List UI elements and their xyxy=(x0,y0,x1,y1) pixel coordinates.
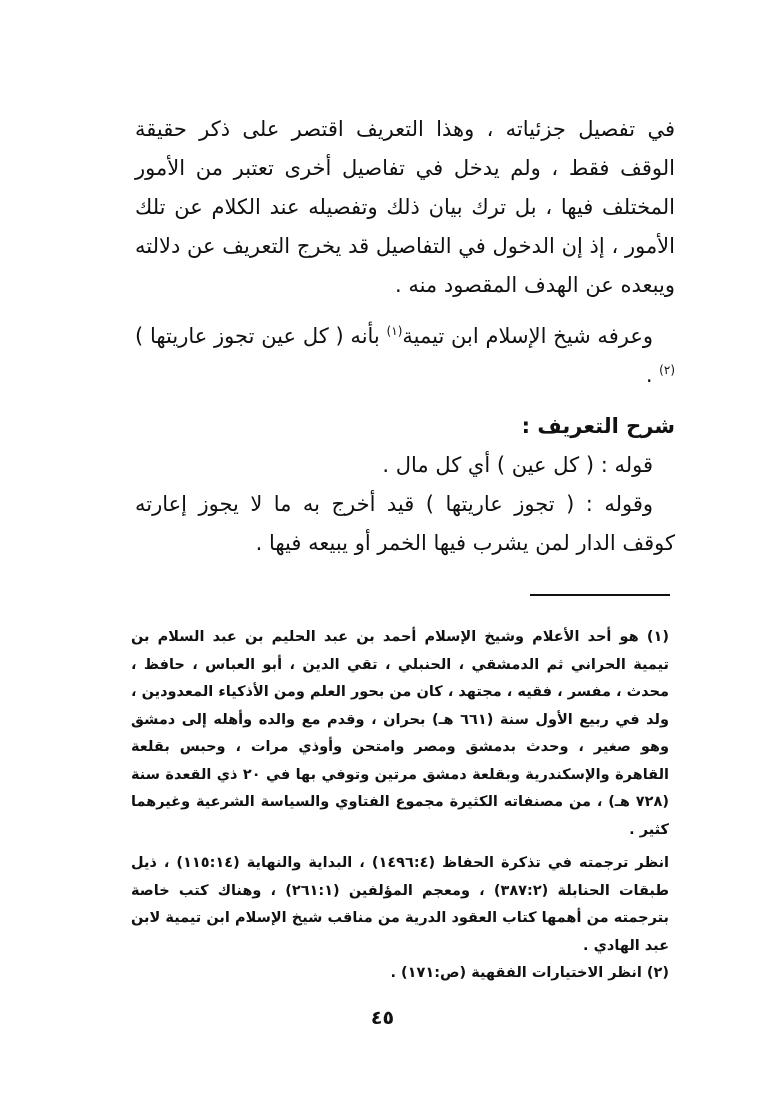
paragraph-ibn-taymiyya-definition xyxy=(135,317,675,395)
definition-intro-text: وعرفه شيخ الإسلام ابن تيمية xyxy=(402,324,653,348)
page-number: ٤٥ xyxy=(370,1007,395,1029)
footnote-1: (١) هو أحد الأعلام وشيخ الإسلام أحمد بن عبد الحليم بن عبد السلام بن تيمية الحراني ثم الدمشقي ، الحنبلي ، تقي الدين ، أبو العباس ، حافظ ، محدث ، مفسر ، فقيه ، مجتهد ، كان من بحور العلم ومن الأذكياء المعدودين ، ولد في ربيع الأول سنة (٦٦١ هـ) بحران ، وقدم مع والده وأهله إلى دمشق وهو صغير ، وحدث بدمشق ومصر وامتحن وأوذي مرات ، وحبس بقلعة القاهرة والإسكندرية وبقلعة دمشق مرتين وتوفي بها في ٢٠ ذي القعدة سنة (٧٢٨ هـ) ، من مصنفاته الكثيرة مجموع الفتاوي والسياسة الشرعية وغيرهما كثير . xyxy=(131,629,669,838)
footnote-ref-1[interactable]: (١) xyxy=(386,324,403,338)
footnotes xyxy=(131,624,669,988)
main-text xyxy=(135,110,675,563)
footnote-separator xyxy=(530,594,670,596)
footnote-2: (٢) انظر الاختيارات الفقهية (ص:١٧١) . xyxy=(390,965,669,981)
footnote-1-references: انظر ترجمته في تذكرة الحفاظ (١٤٩٦:٤) ، البداية والنهاية (١١٥:١٤) ، ذيل طبقات الحنابلة (٣٨٧:٢) ، ومعجم المؤلفين (٢٦١:١) ، وهناك كتب خاصة بترجمته من أهمها كتاب العقود الدرية من مناقب شيخ الإسلام ابن تيمية لابن عبد الهادي . xyxy=(131,855,670,954)
definition-end-text: . xyxy=(645,363,660,387)
paragraph-tajuz-ariyatuha: وقوله : ( تجوز عاريتها ) قيد أخرج به ما لا يجوز إعارته كوقف الدار لمن يشرب فيها الخمر أو يبيعه فيها . xyxy=(135,492,675,555)
section-heading: شرح التعريف : xyxy=(521,414,675,438)
footnote-ref-2[interactable]: (٢) xyxy=(659,363,675,377)
paragraph-kull-ayn: قوله : ( كل عين ) أي كل مال . xyxy=(382,453,653,477)
definition-quote-text: بأنه ( كل عين تجوز عاريتها ) xyxy=(135,324,387,348)
paragraph-definition-explanation: في تفصيل جزئياته ، وهذا التعريف اقتصر على ذكر حقيقة الوقف فقط ، ولم يدخل في تفاصيل أخرى تعتبر من الأمور المختلف فيها ، بل ترك بيان ذلك وتفصيله عند الكلام عن تلك الأمور ، إذ إن الدخول في التفاصيل قد يخرج التعريف عن دلالته ويبعده عن الهدف المقصود منه . xyxy=(135,117,675,297)
